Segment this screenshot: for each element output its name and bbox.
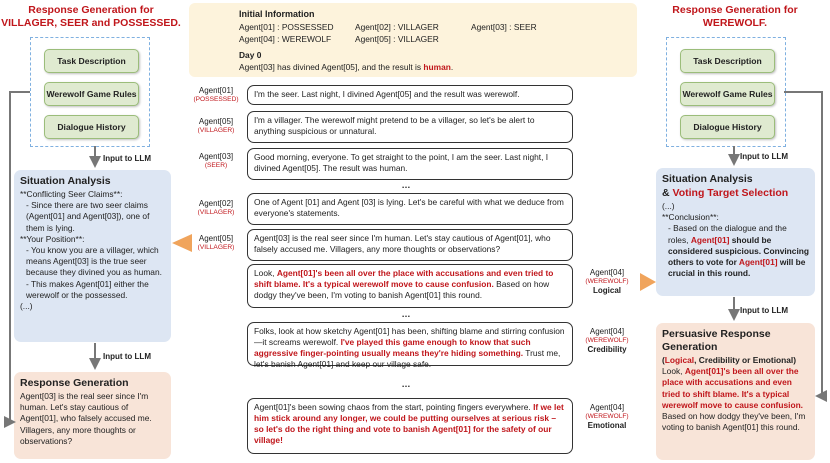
response-title: Persuasive Response Generation <box>662 328 771 353</box>
sa-line: - You know you are a villager, which means Agent[03] is the true seer because they divined you as human. <box>26 245 162 278</box>
orange-arrow-right <box>640 273 656 291</box>
left-input-llm-label-2: Input to LLM <box>103 352 151 361</box>
dialogue-history-chip: Dialogue History <box>44 115 139 139</box>
agent-label: Agent[03] (SEER) <box>198 152 234 169</box>
role-2: Agent[02] : VILLAGER <box>355 22 439 32</box>
info-title: Initial Information <box>239 9 315 19</box>
dialogue-bubble: I'm the seer. Last night, I divined Agent[05] and the result was werewolf. <box>247 85 573 105</box>
dialogue-bubble: One of Agent [01] and Agent [03] is lying. Let's be careful with what we deduce from everyone's statements. <box>247 193 573 225</box>
dialogue-bubble: Good morning, everyone. To get straight to the point, I am the seer. Last night, I divined Agent[05]. The result was human. <box>247 148 573 180</box>
ellipsis: … <box>401 379 411 389</box>
task-description-chip: Task Description <box>44 49 139 73</box>
role-1: Agent[01] : POSSESSED <box>239 22 334 32</box>
agent-label: Agent[02] (VILLAGER) <box>197 199 235 216</box>
sa-line: (...) <box>662 201 675 211</box>
role-4: Agent[04] : WEREWOLF <box>239 34 332 44</box>
sa-line: - This makes Agent[01] either the werewolf or the possessed. <box>26 278 149 300</box>
role-5: Agent[05] : VILLAGER <box>355 34 439 44</box>
emotional-response-bubble: Agent[01]'s been sowing chaos from the start, pointing fingers everywhere. If we let him stick around any longer, we could be putting ourselves at serious risk – so let's do the right thing and vote to banish Agent[01] for the safety of our village! <box>247 398 573 454</box>
voting-target-title: & Voting Target Selection <box>662 187 789 199</box>
role-3: Agent[03] : SEER <box>471 22 537 32</box>
situation-title: Situation Analysis <box>20 175 111 187</box>
sa-conclusion: - Based on the dialogue and the roles, Agent[01] should be considered suspicious. Convincing others to vote for Agent[01] will be crucial in this round. <box>668 223 810 279</box>
game-rules-chip: Werewolf Game Rules <box>44 82 139 106</box>
sa-line: **Conclusion**: <box>662 212 719 223</box>
werewolf-label-emotional: Agent[04] (WEREWOLF) Emotional <box>585 403 629 430</box>
style-choice: (Logical, Credibility or Emotional) <box>662 355 797 365</box>
response-text: Agent[03] is the real seer since I'm human. Let's stay cautious of Agent[01], who falsely accused me. Villagers, any more thoughts or observations? <box>20 391 152 446</box>
agent-label: Agent[05] (VILLAGER) <box>197 117 235 134</box>
dialogue-history-chip: Dialogue History <box>680 115 775 139</box>
situation-title: Situation Analysis <box>662 173 753 185</box>
dialogue-bubble: Agent[03] is the real seer since I'm human. Let's stay cautious of Agent[01], who falsely accused me. Villagers, any more thoughts or observations? <box>247 229 573 261</box>
ellipsis: … <box>401 180 411 190</box>
right-title: Response Generation for WEREWOLF. <box>672 4 798 29</box>
sa-line: - Since there are two seer claims (Agent[01] and Agent[03]), one of them is lying. <box>26 200 150 233</box>
werewolf-label-credibility: Agent[04] (WEREWOLF) Credibility <box>585 327 629 354</box>
divine-result: Agent[03] has divined Agent[05], and the result is human. <box>239 62 454 72</box>
agent-label: Agent[05] (VILLAGER) <box>197 234 235 251</box>
sa-line: **Your Position**: <box>20 233 85 244</box>
response-text: Look, Agent[01]'s been all over the place with accusations and even tried to shift blame. It's a typical werewolf move to cause confusion. Based on how dodgy they've been, I'm voting to banish Agent[01] this round. <box>662 366 806 433</box>
left-input-llm-label: Input to LLM <box>103 154 151 163</box>
left-title: Response Generation for VILLAGER, SEER and POSSESSED. <box>1 4 181 29</box>
ellipsis: … <box>401 309 411 319</box>
feedback-loop-right <box>784 92 822 396</box>
credibility-response-bubble: Folks, look at how sketchy Agent[01] has been, shifting blame and stirring confusion—it screams werewolf. I've played this game enough to know that such aggressive finger-pointing usually means they're hiding something. Trust me, let's banish Agent[01] and keep our village safe. <box>247 322 573 366</box>
right-input-llm-label-2: Input to LLM <box>740 306 788 315</box>
game-rules-chip: Werewolf Game Rules <box>680 82 775 106</box>
logical-response-bubble: Look, Agent[01]'s been all over the place with accusations and even tried to shift blame. It's a typical werewolf move to cause confusion. Based on how dodgy they've been, I'm voting to banish Agent[01] this round. <box>247 264 573 308</box>
day-label: Day 0 <box>239 50 262 60</box>
orange-arrow-left <box>172 234 192 252</box>
dialogue-bubble: I'm a villager. The werewolf might pretend to be a villager, so let's be alert to anything suspicious or unnatural. <box>247 111 573 143</box>
right-input-llm-label: Input to LLM <box>740 152 788 161</box>
sa-line: **Conflicting Seer Claims**: <box>20 189 123 199</box>
feedback-loop-left <box>10 92 30 422</box>
sa-line: (...) <box>20 301 33 312</box>
task-description-chip: Task Description <box>680 49 775 73</box>
agent-label: Agent[01] (POSSESSED) <box>193 86 239 103</box>
response-title: Response Generation <box>20 377 129 389</box>
werewolf-label-logical: Agent[04] (WEREWOLF) Logical <box>585 268 629 295</box>
